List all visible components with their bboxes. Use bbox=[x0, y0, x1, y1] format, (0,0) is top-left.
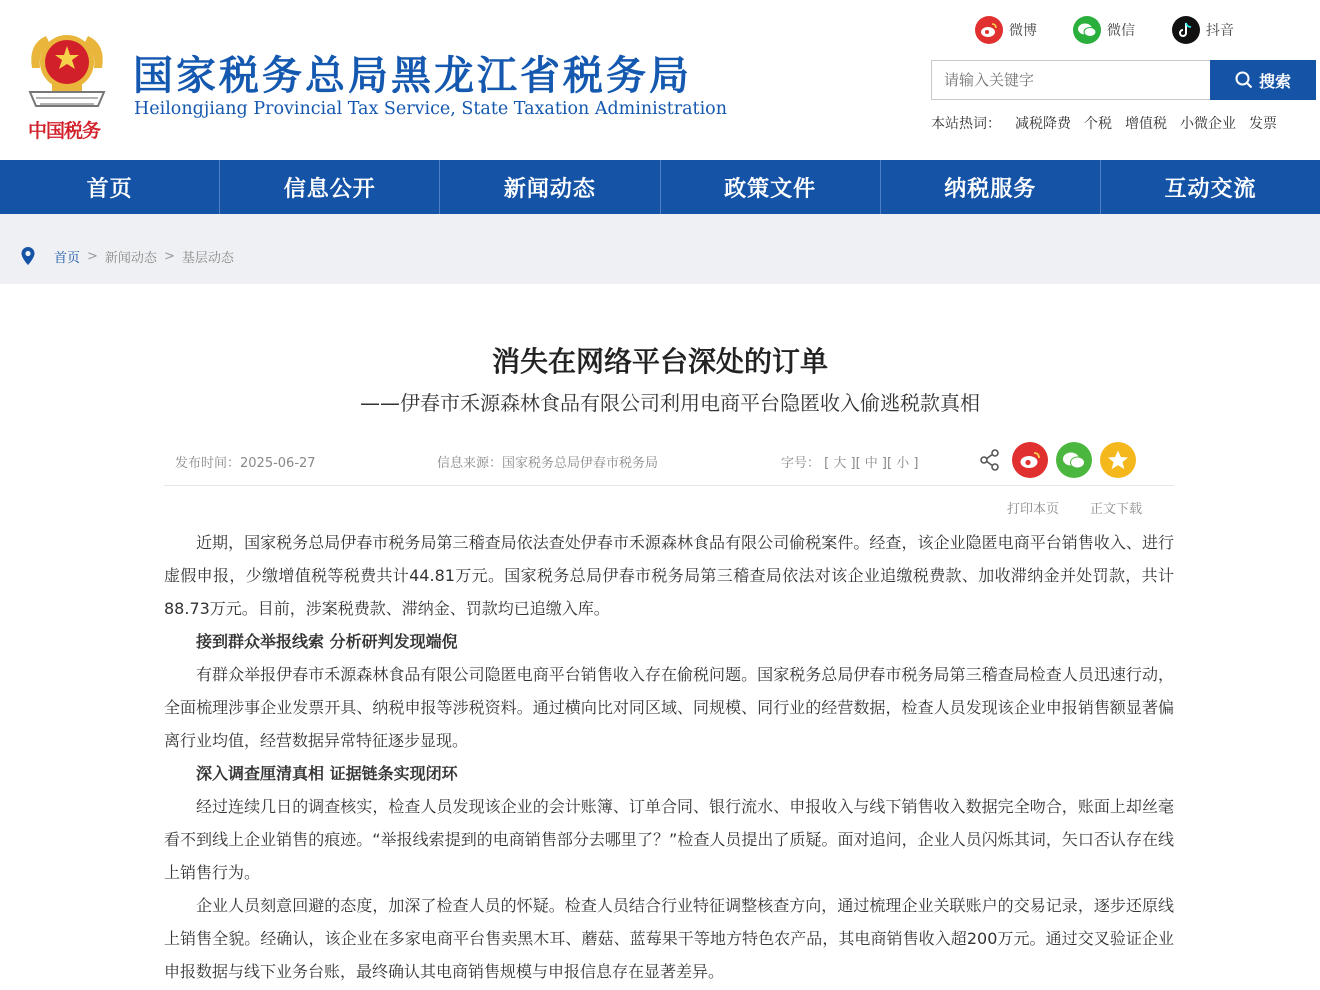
section-heading: 接到群众举报线索 分析研判发现端倪 bbox=[196, 632, 458, 651]
section-heading: 深入调查厘清真相 证据链条实现闭环 bbox=[196, 764, 458, 783]
nav-item-news[interactable]: 新闻动态 bbox=[440, 160, 660, 214]
search-bar bbox=[931, 60, 1316, 100]
location-pin-icon bbox=[20, 246, 36, 266]
article-paragraph: 经过连续几日的调查核实，检查人员发现该企业的会计账簿、订单合同、银行流水、申报收入与线下销售收入数据完全吻合，账面上却丝毫看不到线上企业销售的痕迹。“举报线索提到的电商销售部分去哪里了？”检查人员提出了质疑。面对追问，企业人员闪烁其词，矢口否认存在线上销售行为。 bbox=[164, 797, 1174, 882]
nav-item-info-disclosure[interactable]: 信息公开 bbox=[220, 160, 440, 214]
share-favorite-button[interactable] bbox=[1100, 442, 1136, 478]
hotword-link[interactable]: 减税降费 bbox=[1015, 116, 1071, 132]
breadcrumb-separator: > bbox=[163, 248, 175, 264]
share-wechat-button[interactable] bbox=[1056, 442, 1092, 478]
nav-item-interaction[interactable]: 互动交流 bbox=[1164, 176, 1257, 202]
site-header bbox=[0, 0, 1320, 160]
info-source-value: 国家税务总局伊春市税务局 bbox=[502, 456, 659, 471]
wechat-icon bbox=[1073, 16, 1101, 44]
site-title: 国家税务总局黑龙江省税务局 bbox=[133, 53, 692, 99]
article-body bbox=[164, 526, 1174, 988]
publish-date bbox=[175, 452, 316, 471]
weibo-label: 微博 bbox=[1009, 23, 1037, 39]
article-paragraph: 企业人员刻意回避的态度，加深了检查人员的怀疑。检查人员结合行业特征调整核查方向，通过梳理企业关联账户的交易记录，逐步还原线上销售全貌。经确认，该企业在多家电商平台售卖黑木耳、蘑菇、蓝莓果干等地方特色农产品，其电商销售收入超200万元。通过交叉验证企业申报数据与线下业务台账，最终确认其电商销售规模与申报信息存在显著差异。 bbox=[164, 896, 1174, 981]
share-icon[interactable] bbox=[980, 449, 1000, 475]
font-size-control bbox=[781, 452, 918, 471]
weibo-icon bbox=[975, 16, 1003, 44]
article-paragraph: 有群众举报伊春市禾源森林食品有限公司隐匿电商平台销售收入存在偷税问题。国家税务总局伊春市税务局第三稽查局检查人员迅速行动，全面梳理涉事企业发票开具、纳税申报等涉税资料。通过横向比对同区域、同规模、同行业的经营数据，检查人员发现该企业申报销售额显著偏离行业均值，经营数据异常特征逐步显现。 bbox=[164, 665, 1174, 750]
star-icon bbox=[1108, 450, 1128, 470]
font-size-medium[interactable]: [ 中 ] bbox=[855, 456, 887, 471]
search-button[interactable] bbox=[1210, 60, 1316, 100]
main-nav bbox=[0, 160, 1320, 214]
weibo-icon bbox=[1019, 451, 1041, 469]
tax-emblem-logo[interactable] bbox=[22, 24, 112, 144]
wechat-icon bbox=[1062, 451, 1086, 469]
share-weibo-button[interactable] bbox=[1012, 442, 1048, 478]
weibo-link[interactable] bbox=[975, 15, 1037, 45]
article-title: 消失在网络平台深处的订单 bbox=[491, 345, 828, 378]
hotwords-bar bbox=[931, 113, 1290, 133]
search-icon bbox=[1235, 71, 1253, 89]
wechat-label: 微信 bbox=[1107, 23, 1135, 39]
breadcrumb-news[interactable]: 新闻动态 bbox=[104, 250, 157, 266]
wechat-link[interactable] bbox=[1073, 15, 1135, 45]
info-source-label: 信息来源： bbox=[437, 456, 503, 471]
font-size-large[interactable]: [ 大 ] bbox=[824, 456, 856, 471]
breadcrumb-separator: > bbox=[87, 248, 98, 264]
search-input[interactable] bbox=[931, 60, 1211, 100]
hotword-link[interactable]: 增值税 bbox=[1125, 116, 1167, 132]
douyin-link[interactable] bbox=[1172, 15, 1234, 45]
breadcrumb-local-news[interactable]: 基层动态 bbox=[181, 250, 234, 266]
douyin-label: 抖音 bbox=[1206, 23, 1234, 39]
font-size-small[interactable]: [ 小 ] bbox=[887, 456, 919, 471]
download-text-link[interactable]: 正文下载 bbox=[1090, 502, 1143, 517]
nav-item-home[interactable]: 首页 bbox=[0, 160, 220, 214]
breadcrumb-home[interactable]: 首页 bbox=[54, 250, 81, 266]
hotword-link[interactable]: 小微企业 bbox=[1180, 116, 1236, 132]
hotwords-label: 本站热词： bbox=[931, 116, 1001, 132]
nav-item-policy[interactable]: 政策文件 bbox=[661, 160, 881, 214]
breadcrumb bbox=[20, 246, 234, 266]
meta-divider bbox=[164, 485, 1174, 486]
article-paragraph: 近期，国家税务总局伊春市税务局第三稽查局依法查处伊春市禾源森林食品有限公司偷税案件。经查，该企业隐匿电商平台销售收入、进行虚假申报，少缴增值税等税费共计44.81万元。国家税务总局伊春市税务局第三稽查局依法对该企业追缴税费款、加收滞纳金并处罚款，共计88.73万元。目前，涉案税费款、滞纳金、罚款均已追缴入库。 bbox=[164, 533, 1174, 618]
publish-date-label: 发布时间： bbox=[175, 456, 241, 471]
print-page-link[interactable]: 打印本页 bbox=[1007, 502, 1060, 517]
site-title-english: Heilongjiang Provincial Tax Service, State Taxation Administration bbox=[134, 99, 727, 119]
info-source bbox=[437, 452, 658, 471]
nav-item-tax-service[interactable]: 纳税服务 bbox=[881, 160, 1101, 214]
emblem-caption: 中国税务 bbox=[28, 120, 101, 142]
search-button-label: 搜索 bbox=[1258, 71, 1291, 91]
font-size-label: 字号： bbox=[781, 456, 821, 471]
hotword-link[interactable]: 发票 bbox=[1249, 116, 1277, 132]
article-subtitle: ——伊春市禾源森林食品有限公司利用电商平台隐匿收入偷逃税款真相 bbox=[360, 391, 980, 415]
douyin-icon bbox=[1172, 16, 1200, 44]
publish-date-value: 2025-06-27 bbox=[240, 456, 316, 471]
hotword-link[interactable]: 个税 bbox=[1084, 116, 1112, 132]
